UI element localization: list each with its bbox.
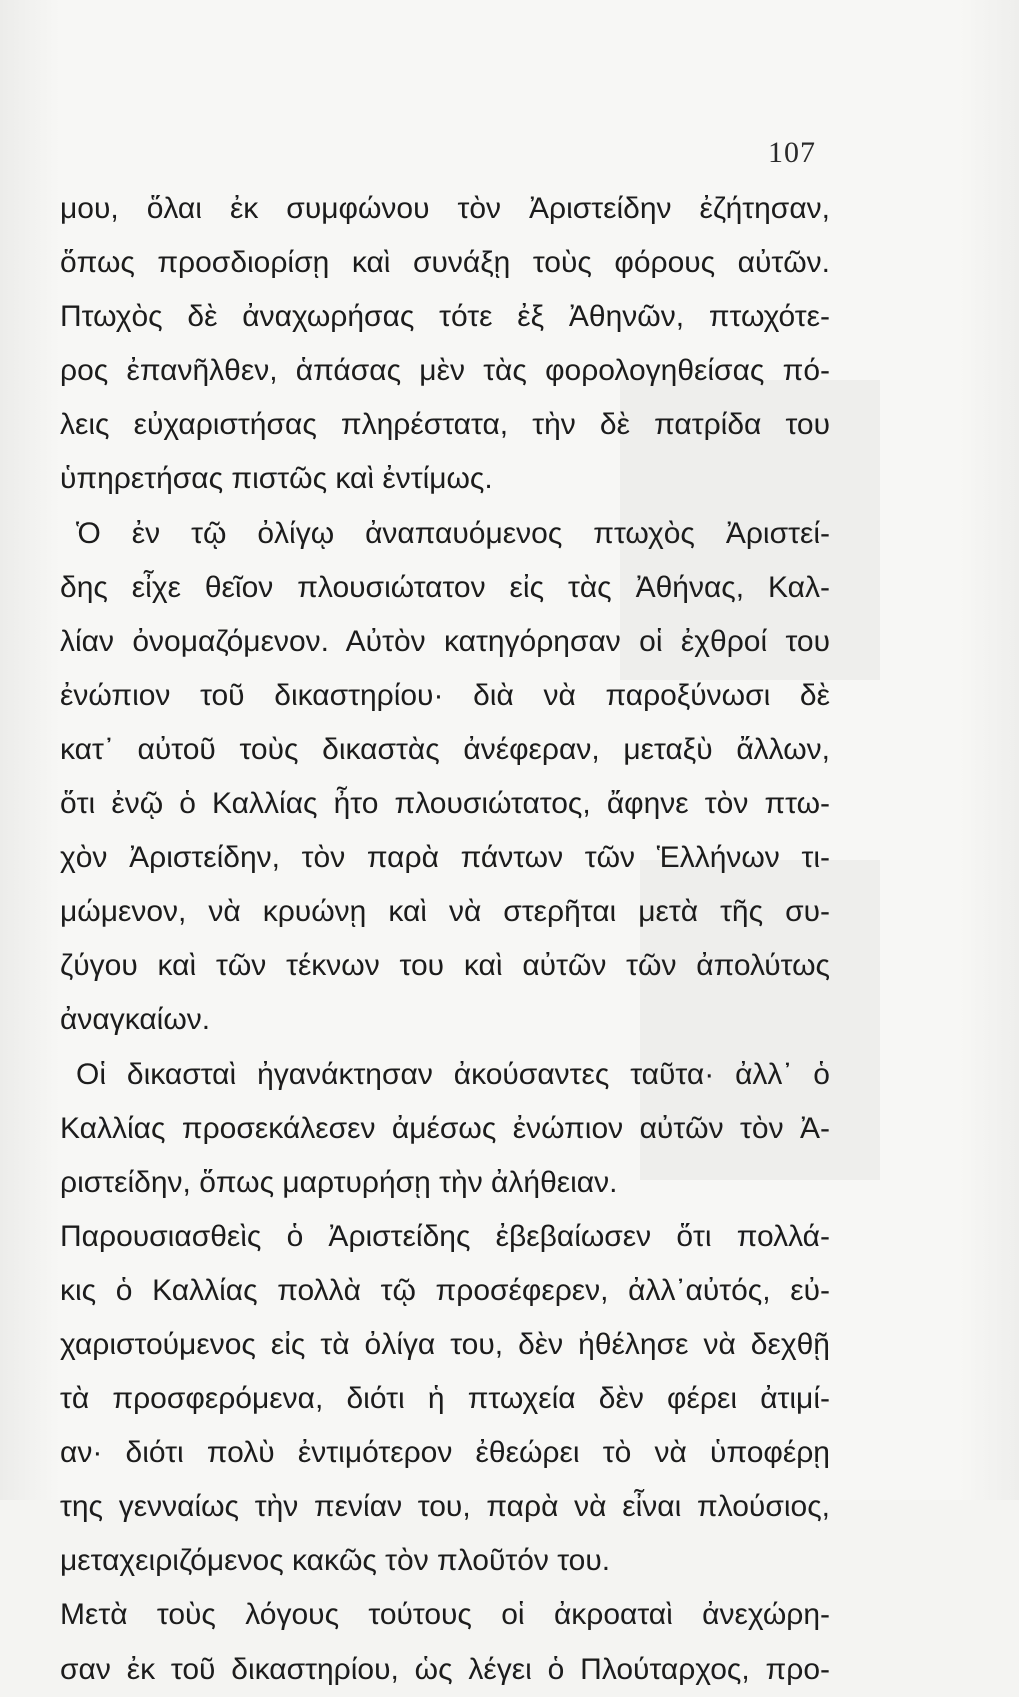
text-line: ὅτι ἐνῷ ὁ Καλλίας ἦτο πλουσιώτατος, ἄφηνε τὸν πτω- bbox=[60, 787, 830, 821]
text-line: αν· διότι πολὺ ἐντιμότερον ἐθεώρει τὸ νὰ ὑποφέρῃ bbox=[60, 1436, 830, 1470]
text-line: ὅπως προσδιορίσῃ καὶ συνάξῃ τοὺς φόρους αὐτῶν. bbox=[60, 246, 830, 280]
text-line: Καλλίας προσεκάλεσεν ἀμέσως ἐνώπιον αὐτῶν τὸν Ἀ- bbox=[60, 1111, 830, 1145]
text-line: δης εἶχε θεῖον πλουσιώτατον εἰς τὰς Ἀθήνας, Καλ- bbox=[60, 570, 830, 604]
text-line: ἀναγκαίων. bbox=[60, 1003, 211, 1037]
text-line: μώμενον, νὰ κρυώνῃ καὶ νὰ στερῆται μετὰ τῆς συ- bbox=[60, 895, 830, 929]
page-number: 107 bbox=[768, 136, 816, 169]
text-line: Οἱ δικασταὶ ἠγανάκτησαν ἀκούσαντες ταῦτα· ἀλλ᾽ ὁ bbox=[76, 1057, 830, 1091]
body-text bbox=[60, 182, 830, 1697]
text-line: Παρουσιασθεὶς ὁ Ἀριστείδης ἐβεβαίωσεν ὅτι πολλά- bbox=[60, 1219, 830, 1253]
text-line: ὑπηρετήσας πιστῶς καὶ ἐντίμως. bbox=[60, 462, 493, 496]
text-line: χὸν Ἀριστείδην, τὸν παρὰ πάντων τῶν Ἑλλήνων τι- bbox=[60, 841, 830, 875]
text-line: μεταχειριζόμενος κακῶς τὸν πλοῦτόν του. bbox=[60, 1544, 611, 1578]
text-line: λεις εὐχαριστήσας πληρέστατα, τὴν δὲ πατρίδα του bbox=[60, 408, 830, 442]
text-line: Ὁ ἐν τῷ ὀλίγῳ ἀναπαυόμενος πτωχὸς Ἀριστεί- bbox=[76, 516, 830, 550]
text-line: ριστείδην, ὅπως μαρτυρήσῃ τὴν ἀλήθειαν. bbox=[60, 1165, 618, 1199]
text-line: Μετὰ τοὺς λόγους τούτους οἱ ἀκροαταὶ ἀνεχώρη- bbox=[60, 1598, 830, 1632]
text-line: χαριστούμενος εἰς τὰ ὀλίγα του, δὲν ἠθέλησε νὰ δεχθῇ bbox=[60, 1327, 830, 1361]
text-line: κις ὁ Καλλίας πολλὰ τῷ προσέφερεν, ἀλλ᾽αὐτός, εὐ- bbox=[60, 1273, 830, 1307]
text-line: Πτωχὸς δὲ ἀναχωρήσας τότε ἐξ Ἀθηνῶν, πτωχότε- bbox=[60, 300, 830, 334]
text-line: της γενναίως τὴν πενίαν του, παρὰ νὰ εἶναι πλούσιος, bbox=[60, 1490, 830, 1524]
text-line: κατ᾽ αὐτοῦ τοὺς δικαστὰς ἀνέφεραν, μεταξὺ ἄλλων, bbox=[60, 732, 830, 766]
text-line: λίαν ὀνομαζόμενον. Αὐτὸν κατηγόρησαν οἱ ἐχθροί του bbox=[60, 624, 830, 658]
text-line: ρος ἐπανῆλθεν, ἁπάσας μὲν τὰς φορολογηθείσας πό- bbox=[60, 354, 830, 388]
text-line: σαν ἐκ τοῦ δικαστηρίου, ὡς λέγει ὁ Πλούταρχος, προ- bbox=[60, 1652, 830, 1686]
text-line: ἐνώπιον τοῦ δικαστηρίου· διὰ νὰ παροξύνωσι δὲ bbox=[60, 678, 830, 712]
text-line: τὰ προσφερόμενα, διότι ἡ πτωχεία δὲν φέρει ἀτιμί- bbox=[60, 1382, 830, 1416]
text-line: ζύγου καὶ τῶν τέκνων του καὶ αὐτῶν τῶν ἀπολύτως bbox=[60, 949, 830, 983]
text-line: μου, ὅλαι ἐκ συμφώνου τὸν Ἀριστείδην ἐζήτησαν, bbox=[60, 192, 830, 225]
